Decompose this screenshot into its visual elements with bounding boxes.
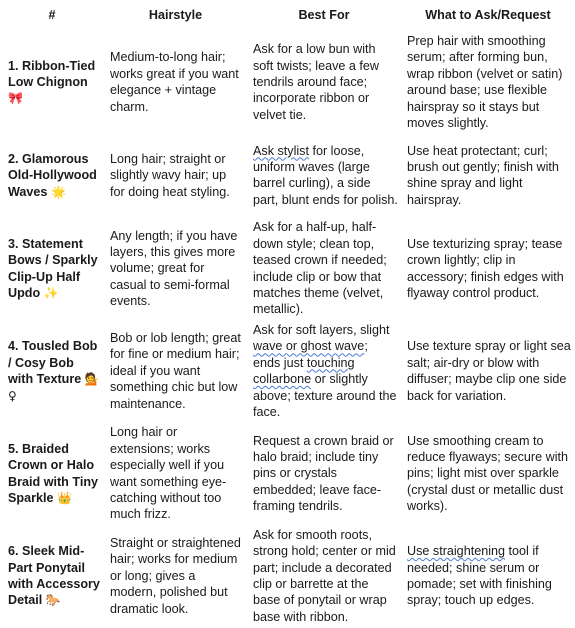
sun-icon: 🌟	[50, 184, 66, 199]
hairstyle-cell: Medium-to-long hair; works great if you want elegance + vintage charm.	[110, 50, 239, 114]
best-for-cell: Request a crown braid or halo braid; include tiny pins or crystals embedded; leave face-framing tendrils.	[253, 433, 394, 514]
best-for-cell	[247, 133, 401, 217]
best-for-cell	[247, 320, 401, 422]
spellcheck-marked-text[interactable]: Use straightening	[407, 544, 506, 559]
table-row	[0, 31, 575, 133]
hairstyle-cell: Long hair or extensions; works especially well if you want something eye-catching without too much frizz.	[110, 425, 227, 522]
style-name-cell	[0, 31, 104, 133]
horse-icon: 🐎	[45, 593, 61, 608]
ask-cell: Use texture spray or light sea salt; air-dry or blow with diffuser; maybe clip one side back for variation.	[407, 339, 571, 403]
crown-icon: 👑	[57, 490, 72, 505]
spellcheck-marked-text[interactable]: touching collarbone	[253, 355, 355, 387]
best-for-text: Ask for soft layers, slight	[253, 322, 390, 337]
style-name: 3. Statement Bows / Sparkly Clip-Up Half Updo	[8, 236, 98, 301]
ask-cell: Use heat protectant; curl; brush out gently; finish with shine spray and light hairspray.	[407, 143, 559, 207]
best-for-cell: Ask for smooth roots, strong hold; center or mid part; include a decorated clip or barrette at the base of ponytail or wrap base with ribbon.	[253, 527, 396, 624]
style-name-cell	[0, 217, 104, 319]
style-name-cell	[0, 133, 104, 217]
ask-cell	[401, 525, 575, 627]
style-name: 4. Tousled Bob / Cosy Bob with Texture	[8, 339, 98, 387]
spellcheck-marked-text[interactable]: Ask stylist	[253, 143, 309, 158]
sparkles-icon: ✨	[43, 286, 59, 301]
header-number: #	[48, 8, 56, 23]
best-for-cell: Ask for a half-up, half-down style; clean top, teased crown if needed; include clip or bow that matches theme (velvet, metallic).	[253, 220, 387, 317]
header-best-for: Best For	[298, 8, 350, 23]
table-row	[0, 217, 575, 319]
style-name: 1. Ribbon-Tied Low Chignon	[8, 58, 96, 90]
person-female-icon: 💁 ♀	[8, 372, 100, 403]
table-row	[0, 422, 575, 524]
best-for-text: or slightly above; texture around the face.	[253, 372, 397, 419]
spellcheck-marked-text[interactable]: wave or ghost wave	[253, 339, 365, 354]
table-row	[0, 525, 575, 627]
style-name: 6. Sleek Mid-Part Ponytail with Accessory Detail	[8, 544, 100, 608]
style-name-cell	[0, 320, 104, 422]
ask-text: tool if needed; shine serum or pomade; set with finishing spray; touch up edges.	[407, 544, 552, 608]
style-name-cell	[0, 422, 104, 524]
best-for-text: for loose, uniform waves (large barrel curling), a side part, blunt ends for polish.	[253, 143, 398, 207]
hairstyle-cell: Long hair; straight or slightly wavy hair; up for doing heat styling.	[110, 151, 230, 199]
style-name: 2. Glamorous Old-Hollywood Waves	[8, 151, 97, 199]
ask-cell: Use smoothing cream to reduce flyaways; secure with pins; light mist over sparkle (crystal dust or metallic dust works).	[407, 433, 568, 514]
style-name: 5. Braided Crown or Halo Braid with Tiny Sparkle	[8, 441, 99, 505]
style-name-cell	[0, 525, 104, 627]
hairstyle-cell: Bob or lob length; great for fine or medium hair; ideal if you want something chic but low maintenance.	[110, 331, 241, 411]
header-row	[0, 0, 575, 31]
header-what-to-ask: What to Ask/Request	[425, 8, 551, 23]
ask-cell: Prep hair with smoothing serum; after forming bun, wrap ribbon (velvet or satin) around base; use flexible hairspray so it stays but moves slightly.	[407, 34, 563, 131]
table-row	[0, 320, 575, 422]
header-hairstyle: Hairstyle	[148, 8, 203, 23]
hairstyle-cell: Any length; if you have layers, this gives more volume; great for casual to semi-formal events.	[110, 228, 238, 309]
best-for-cell: Ask for a low bun with soft twists; leave a few tendrils around face; incorporate ribbon or velvet tie.	[253, 42, 379, 122]
best-for-text: ; ends just	[253, 339, 368, 370]
table-row	[0, 133, 575, 217]
ask-cell: Use texturizing spray; tease crown lightly; clip in accessory; finish edges with flyaway control product.	[407, 236, 564, 301]
ribbon-icon: 🎀	[8, 91, 23, 106]
hairstyle-cell: Straight or straightened hair; works for medium or long; gives a modern, polished but dramatic look.	[110, 535, 241, 616]
